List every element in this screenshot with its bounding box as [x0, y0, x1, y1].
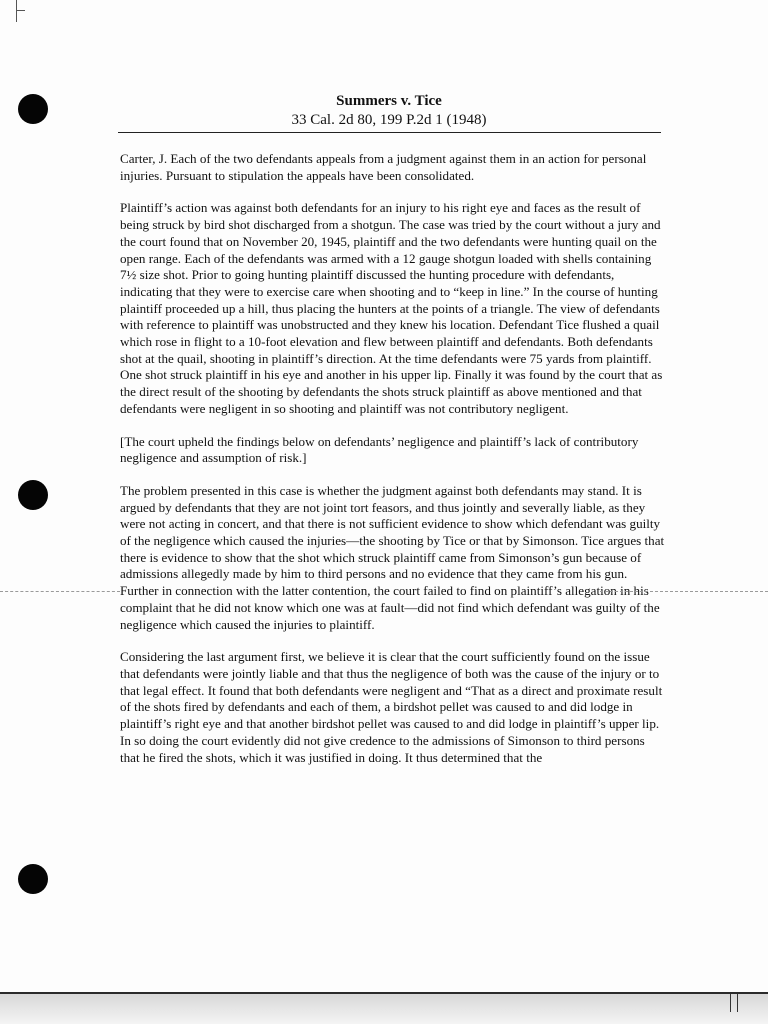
paragraph-analysis: Considering the last argument first, we believe it is clear that the court sufficiently found on the issue that defendants were jointly liable and that thus the negligence of both was the cause of the injury or to that legal effect. It found that both defendants were negligent and “That as a direct and proximate result of the shots fired by defendants and each of them, a birdshot pellet was caused to and did lodge in plaintiff’s right eye and that another birdshot pellet was caused to and did lodge in plaintiff’s upper lip. In so doing the court evidently did not give credence to the admissions of Simonson to third persons that he fired the shots, which it was justified in doing. It thus determined that the — [120, 649, 663, 765]
case-citation: 33 Cal. 2d 80, 199 P.2d 1 (1948) — [291, 112, 487, 128]
scanner-bed-shadow — [0, 994, 768, 1024]
header-rule — [118, 132, 661, 133]
case-title: Summers v. Tice — [336, 93, 442, 109]
paragraph-facts: Plaintiff’s action was against both defendants for an injury to his right eye and faces as the result of being struck by bird shot discharged from a shotgun. The case was tried by the court without a jury and the court found that on November 20, 1945, plaintiff and the two defendants were hunting quail on the open range. Each of the defendants was armed with a 12 gauge shotgun loaded with shells containing 7½ size shot. Prior to going hunting plaintiff discussed the hunting procedure with defendants, indicating that they were to exercise care when shooting and to “keep in line.” In the course of hunting plaintiff proceeded up a hill, thus placing the hunters at the points of a triangle. The view of defendants with reference to plaintiff was unobstructed and they knew his location. Defendant Tice flushed a quail which rose in flight to a 10-foot elevation and flew between plaintiff and defendants. Both defendants shot at the quail, shooting in plaintiff’s direction. At the time defendants were 75 yards from plaintiff. One shot struck plaintiff in his eye and another in his upper lip. Finally it was found by the court that as the direct result of the shooting by defendants the shots struck plaintiff as above mentioned and that defendants were negligent in so shooting and plaintiff was not contributory negligent. — [120, 200, 663, 416]
scan-fold-line-right — [600, 591, 768, 592]
corner-scan-mark — [16, 0, 33, 22]
scan-fold-line-left — [0, 591, 120, 592]
paragraph-problem: The problem presented in this case is whether the judgment against both defendants may stand. It is argued by defendants that they are not joint tort feasors, and thus jointly and severally liable, as they were not acting in concert, and that there is not sufficient evidence to show which defendant was guilty of the negligence which caused the injuries—the shooting by Tice or that by Simonson. Tice argues that there is evidence to show that the shot which struck plaintiff came from Simonson’s gun because of admissions allegedly made by him to third persons and no evidence that they came from his gun. Further in connection with the latter contention, the court failed to find on plaintiff’s allegation in his complaint that he did not know which one was at fault—did not find which defendant was guilty of the negligence which caused the injuries to plaintiff. — [120, 482, 665, 632]
hole-punch-middle — [18, 480, 48, 510]
paragraph-bracket-note: [The court upheld the findings below on defendants’ negligence and plaintiff’s lack of contributory negligence and assumption of risk.] — [120, 433, 639, 466]
paragraph-intro: Carter, J. Each of the two defendants appeals from a judgment against them in an action for personal injuries. Pursuant to stipulation the appeals have been consolidated. — [120, 151, 647, 183]
hole-punch-top — [18, 94, 48, 124]
scanner-bed-mark — [730, 994, 738, 1012]
hole-punch-bottom — [18, 864, 48, 894]
opinion-body — [120, 151, 666, 782]
document-header — [118, 92, 660, 129]
